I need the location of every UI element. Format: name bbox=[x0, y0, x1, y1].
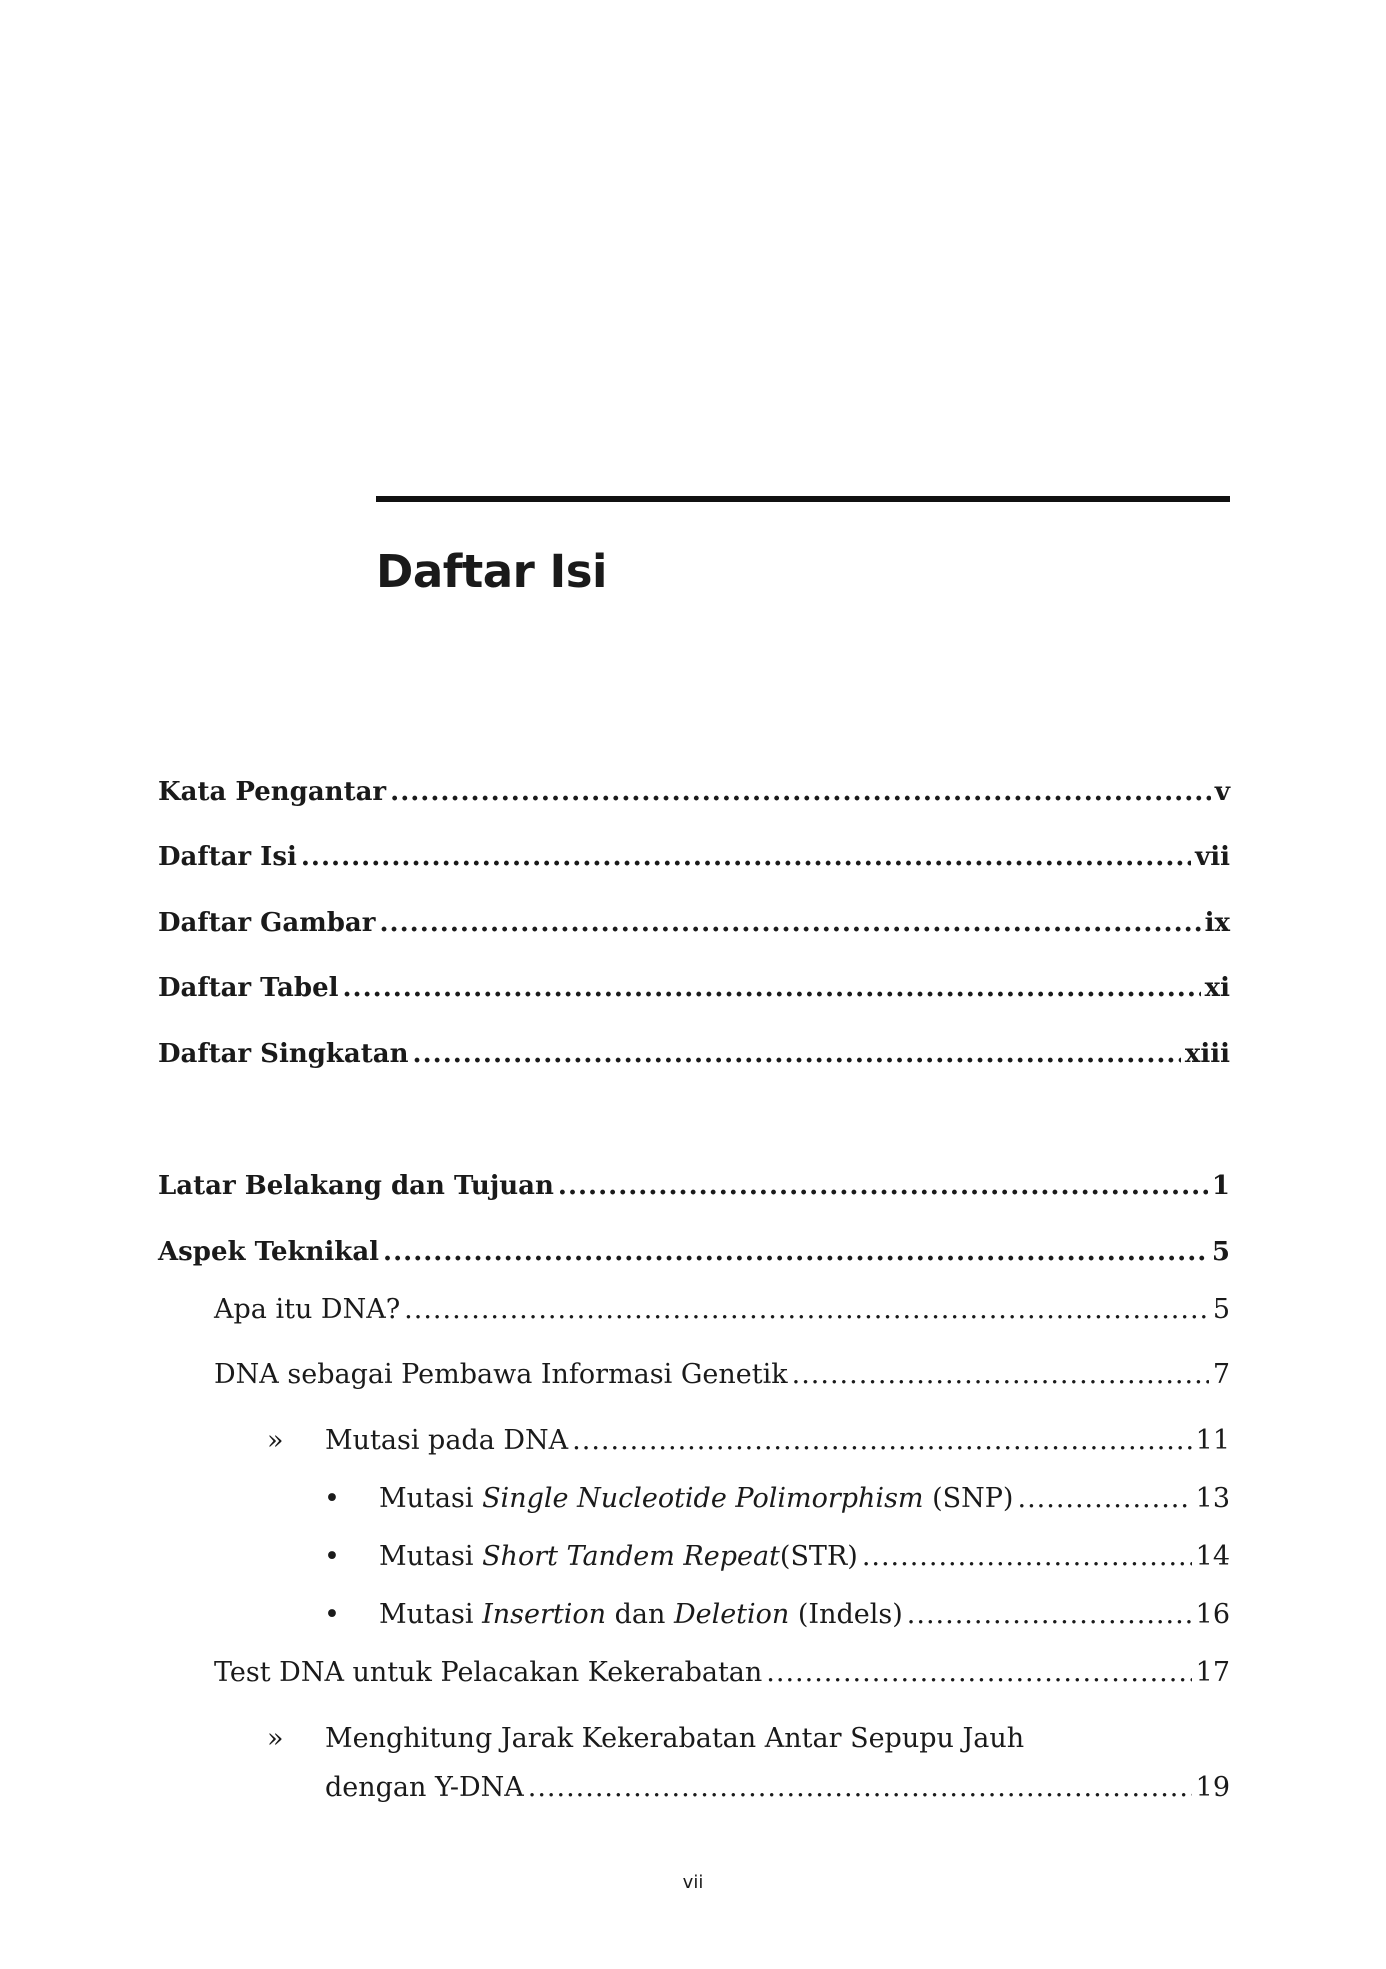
dot-leader bbox=[792, 1357, 1209, 1393]
toc-entry-daftar-isi[interactable] bbox=[158, 839, 1230, 875]
toc-label-line1[interactable]: Menghitung Jarak Kekerabatan Antar Sepupu Jauh bbox=[325, 1723, 1025, 1754]
toc-entry-aspek-teknikal[interactable] bbox=[158, 1234, 1230, 1270]
toc-page-number: ix bbox=[1204, 908, 1230, 938]
toc-entry-daftar-tabel[interactable] bbox=[158, 970, 1230, 1006]
toc-page-number: 14 bbox=[1195, 1541, 1230, 1572]
toc-entry-latar-belakang[interactable] bbox=[158, 1168, 1230, 1204]
dot-leader bbox=[413, 1036, 1181, 1072]
toc-page-number: 19 bbox=[1195, 1772, 1230, 1803]
dot-leader bbox=[528, 1770, 1192, 1806]
toc-label: Daftar Singkatan bbox=[158, 1039, 409, 1069]
toc-entry-dna-pembawa-informasi[interactable] bbox=[214, 1357, 1230, 1393]
toc-page-number: 13 bbox=[1195, 1483, 1230, 1514]
toc-label: Kata Pengantar bbox=[158, 777, 387, 807]
toc-page-number: 7 bbox=[1212, 1359, 1230, 1390]
toc-entry-daftar-singkatan[interactable] bbox=[158, 1036, 1230, 1072]
dot-leader bbox=[558, 1168, 1208, 1204]
toc-label: Aspek Teknikal bbox=[158, 1237, 380, 1267]
toc-label: DNA sebagai Pembawa Informasi Genetik bbox=[214, 1359, 788, 1390]
toc-label: Latar Belakang dan Tujuan bbox=[158, 1171, 554, 1201]
subsection-marker: » bbox=[267, 1425, 284, 1456]
dot-leader bbox=[1017, 1481, 1191, 1517]
toc-page-number: 1 bbox=[1211, 1171, 1230, 1201]
bullet-marker: • bbox=[324, 1483, 340, 1514]
toc-label: Apa itu DNA? bbox=[214, 1294, 401, 1325]
toc-label: dengan Y-DNA bbox=[325, 1772, 524, 1803]
toc-page-number: xiii bbox=[1184, 1039, 1230, 1069]
toc-label: Daftar Gambar bbox=[158, 908, 376, 938]
toc-page-number: v bbox=[1214, 777, 1230, 807]
dot-leader bbox=[343, 970, 1201, 1006]
dot-leader bbox=[301, 839, 1191, 875]
toc-entry-menghitung-jarak[interactable] bbox=[325, 1770, 1230, 1806]
toc-page-number: 16 bbox=[1195, 1599, 1230, 1630]
dot-leader bbox=[862, 1539, 1192, 1575]
toc-page-number: 11 bbox=[1195, 1425, 1230, 1456]
dot-leader bbox=[766, 1655, 1191, 1691]
toc-entry-mutasi-indels[interactable] bbox=[379, 1597, 1230, 1633]
toc-label: Daftar Isi bbox=[158, 842, 297, 872]
toc-page-number: xi bbox=[1204, 973, 1230, 1003]
dot-leader bbox=[379, 905, 1200, 941]
toc-page-number: vii bbox=[1195, 842, 1230, 872]
toc-entry-apa-itu-dna[interactable] bbox=[214, 1292, 1230, 1328]
toc-page-number: 5 bbox=[1212, 1294, 1230, 1325]
toc-entry-mutasi-snp[interactable] bbox=[379, 1481, 1230, 1517]
toc-entry-mutasi-str[interactable] bbox=[379, 1539, 1230, 1575]
toc-label: Mutasi Single Nucleotide Polimorphism (SNP) bbox=[379, 1483, 1014, 1514]
toc-entry-kata-pengantar[interactable] bbox=[158, 774, 1230, 810]
toc-page-number: 17 bbox=[1195, 1657, 1230, 1688]
toc-entry-mutasi-pada-dna[interactable] bbox=[325, 1423, 1230, 1459]
dot-leader bbox=[404, 1292, 1209, 1328]
bullet-marker: • bbox=[324, 1599, 340, 1630]
toc-label: Daftar Tabel bbox=[158, 973, 339, 1003]
page-title: Daftar Isi bbox=[376, 545, 607, 598]
dot-leader bbox=[907, 1597, 1192, 1633]
subsection-marker: » bbox=[267, 1723, 284, 1754]
toc-label: Mutasi pada DNA bbox=[325, 1425, 569, 1456]
toc-label: Mutasi Short Tandem Repeat(STR) bbox=[379, 1541, 858, 1572]
page-number-footer: vii bbox=[682, 1872, 704, 1893]
toc-label: Mutasi Insertion dan Deletion (Indels) bbox=[379, 1599, 903, 1630]
bullet-marker: • bbox=[324, 1541, 340, 1572]
toc-entry-daftar-gambar[interactable] bbox=[158, 905, 1230, 941]
toc-page-number: 5 bbox=[1211, 1237, 1230, 1267]
toc-label: Test DNA untuk Pelacakan Kekerabatan bbox=[214, 1657, 763, 1688]
toc-entry-test-dna[interactable] bbox=[214, 1655, 1230, 1691]
dot-leader bbox=[383, 1234, 1208, 1270]
dot-leader bbox=[572, 1423, 1191, 1459]
dot-leader bbox=[390, 774, 1211, 810]
